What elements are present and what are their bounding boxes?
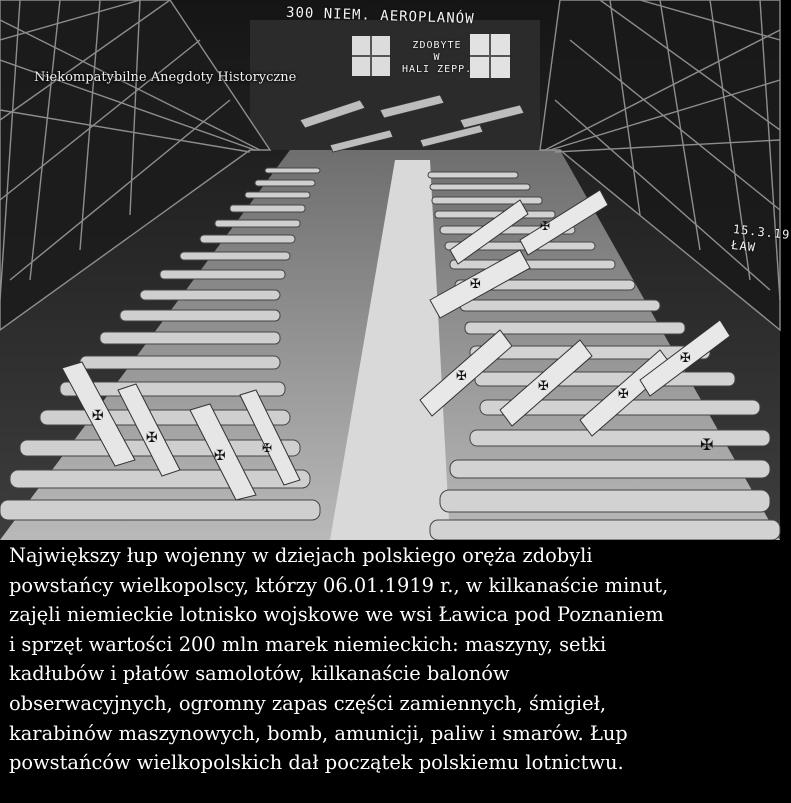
- svg-text:✠: ✠: [538, 379, 549, 394]
- handwritten-date-line: ŁAW: [730, 237, 757, 255]
- caption-line: kadłubów i płatów samolotów, kilkanaście balonów: [9, 662, 510, 686]
- svg-text:✠: ✠: [700, 435, 714, 454]
- svg-text:✠: ✠: [680, 351, 691, 366]
- svg-text:✠: ✠: [456, 369, 467, 384]
- handwritten-captured-line: HALI ZEPP.: [402, 64, 473, 75]
- caption-line: i sprzęt wartości 200 mln marek niemieckich: maszyny, setki: [9, 632, 607, 656]
- handwritten-date: [730, 221, 791, 259]
- svg-text:✠: ✠: [214, 448, 226, 464]
- handwritten-date-line: 15.3.19: [732, 222, 791, 243]
- caption-text-block: [0, 540, 780, 803]
- handwritten-captured-line: W: [433, 52, 441, 63]
- caption-line: zajęli niemieckie lotnisko wojskowe we wsi Ławica pod Poznaniem: [9, 603, 664, 627]
- handwritten-captured-note: [402, 40, 472, 76]
- svg-text:✠: ✠: [92, 408, 104, 424]
- handwritten-title: 300 NIEM. AEROPLANÓW: [285, 4, 475, 28]
- svg-text:✠: ✠: [262, 441, 273, 455]
- svg-text:✠: ✠: [618, 387, 629, 402]
- caption-line: obserwacyjnych, ogromny zapas części zamiennych, śmigieł,: [9, 691, 607, 715]
- handwritten-captured-line: ZDOBYTE: [412, 40, 462, 51]
- caption-line: Największy łup wojenny w dziejach polskiego oręża zdobyli: [9, 544, 593, 567]
- svg-text:✠: ✠: [146, 430, 158, 446]
- svg-text:✠: ✠: [470, 277, 481, 292]
- watermark-text: Niekompatybilne Anegdoty Historyczne: [34, 70, 297, 85]
- caption-line: powstańców wielkopolskich dał początek polskiemu lotnictwu.: [9, 751, 624, 775]
- svg-text:✠: ✠: [540, 219, 551, 233]
- caption-line: powstańcy wielkopolscy, którzy 06.01.1919 r., w kilkanaście minut,: [9, 573, 669, 597]
- caption-line: karabinów maszynowych, bomb, amunicji, paliw i smarów. Łup: [9, 721, 628, 745]
